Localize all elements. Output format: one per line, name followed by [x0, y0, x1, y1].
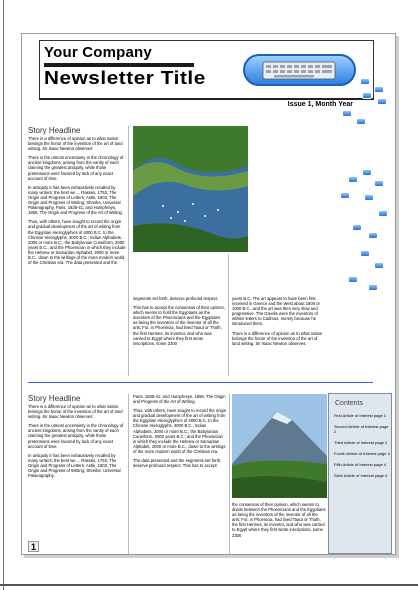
paragraph: Thus, with others, have sought to record the origin and gradual development of the art of writing from the Egyptian Hieroglyphics of 4000 B.C. to the Chinese Hieroglyphs, 3000 B.C.; Indian Alphabets, 2000 or more B.C.; the Babylonian Cuneiform, 2000 years B.C.; and the Phoenician in which they include the Hebrew or Samaritan Alphabet, 2000 or more B.C., down to the writings of the more modern world of the Christian era. The data presented and the [28, 219, 126, 266]
contents-item: Sixth Article of Interest page 4 [334, 473, 388, 478]
volcano-photo [232, 394, 327, 498]
square-icon [360, 250, 370, 257]
story1-column-2 [133, 296, 225, 350]
square-icon [362, 169, 372, 176]
coastline-photo [133, 126, 248, 252]
column-divider [128, 394, 129, 554]
paragraph: There is the utmost uncertainty in the chronology of ancient kingdoms, arising from the vanity of each claiming the greatest antiquity, while those pretensions were favored by lack of any exact account of time. [28, 423, 124, 449]
square-icon [352, 224, 362, 231]
paragraph: This has to accept the consensus of their opinion, which seems to hold the Egyptians as the inventors of the Phoenicians and the Egyptians as being the inventors of the inventor of all the arts; For, in Phoenicia, had lived Taaut or Thoth, the first Hermes, its inventor, and who was carried to Egypt where they first wrote inscriptions, some 2300 [133, 305, 225, 346]
paragraph: Thus, with others, have sought to record the origin and gradual development of the art of writing from the Egyptian Hieroglyphics of 4000 B.C. to the Chinese Hieroglyphs, 3000 B.C.; Indian Alphabets, 2000 or more B.C.; the Babylonian Cuneiform, 2000 years B.C.; and the Phoenician in which they include the Hebrew or Samaritan Alphabet, 2000 or more B.C., down to the writings of the more modern world of the Christian era. [133, 408, 227, 454]
newsletter-title: Newsletter Title [44, 68, 206, 88]
issue-bar [39, 98, 374, 108]
square-icon [368, 232, 378, 239]
square-icon [348, 176, 358, 183]
square-icon [362, 92, 372, 99]
square-icon [374, 180, 384, 187]
paragraph: segments set forth, deserve profound respect. [133, 296, 219, 301]
story2-column-3 [232, 502, 326, 542]
square-icon [374, 86, 384, 93]
company-name: Your Company [44, 44, 152, 61]
column-divider [128, 126, 129, 376]
square-icon [340, 192, 350, 199]
paragraph: In antiquity it has been exhaustively recalled by many writers; the best we ... Rasses, 1753, The Origin and Progress of Letters; Astle, 1803, The Origin and Progress of Writing; Shreibe, Universal Palaeography, [28, 452, 121, 479]
contents-item: Third Article of Interest page 2 [334, 440, 388, 445]
newsletter-page [21, 33, 396, 555]
square-icon [364, 194, 374, 201]
keyboard-icon [262, 59, 336, 81]
column-divider [229, 394, 230, 554]
square-icon [378, 210, 388, 217]
paragraph: There is a difference of opinion as to what nation belongs the honor of the invention of the art of land writing. Sir Isaac Newton observes: [28, 404, 123, 420]
margin-rule [3, 0, 4, 590]
title-rule [44, 63, 194, 67]
square-icon [360, 78, 370, 85]
paragraph: the consensus of their opinion, which seems to divide between the Phoenicians and the Egyptians as being the inventors of the inventor of all the arts; For, in Phoenicia, had lived Taaut or Thoth, the first Hermes, its inventor, and who was carried to Egypt where they first wrote inscriptions, some 2300 [232, 502, 326, 538]
contents-title: Contents [335, 400, 364, 407]
paragraph: Paris, 1835-41; and Humphreys, 1855, The Origin and Progress of the Art of Writing. [133, 394, 226, 405]
paragraph: years B.C. The art appears to have been first received in Greece and the West about 1500 or 1000 B.C., and the art was then very slow and progressive. The Greeks were the inventors of written letters to Cadmus, merely because he introduced them. [232, 296, 320, 327]
section-divider [28, 382, 373, 383]
story1-column-3 [232, 296, 324, 350]
contents-item: First Article of Interest page 1 [334, 413, 387, 418]
column-divider [228, 254, 229, 376]
contents-box [328, 393, 392, 554]
square-icon [374, 262, 384, 269]
contents-item: Fifth Article of Interest page 4 [334, 462, 387, 467]
paragraph: In antiquity it has been exhaustively recalled by many writers; the best we ... Rasses, 1753, The Origin and Progress of Letters; Astle, 1803, The Origin and Progress of Writing; Shreibe, Universal Palaeography, Paris, 1835-41; and Humphreys, 1855, The Origin and Progress of the Art of Writing. [28, 184, 124, 216]
story2-column-2 [133, 394, 227, 472]
square-icon [342, 110, 352, 117]
footer-rule [0, 584, 418, 586]
contents-item: Fourth Article of Interest page 3 [334, 451, 390, 456]
contents-item: Second Article of Interest page 2 [334, 424, 389, 434]
masthead [39, 40, 374, 98]
story2-column-1 [28, 394, 125, 482]
issue-date: Issue 1, Month Year [285, 101, 356, 108]
paragraph: The data presented and the segments set forth, deserve profound respect. This has to accept [133, 458, 222, 469]
square-icon [368, 284, 378, 291]
paragraph: There is the utmost uncertainty in the chronology of ancient kingdoms, arising from the vanity of each claiming the greatest antiquity, while those pretensions were favored by lack of any exact account of time. [28, 155, 124, 181]
page-number: 1 [28, 541, 39, 552]
square-icon [356, 118, 366, 125]
square-icon [348, 276, 358, 283]
paragraph: There is a difference of opinion as to what nation belongs the honor of the invention of the art of land writing. Sir Isaac Newton observes: [232, 330, 323, 346]
story2-headline: Story Headline [28, 394, 81, 403]
paragraph: There is a difference of opinion as to what nation belongs the honor of the invention of the art of land writing. Sir Isaac Newton observes: [28, 136, 123, 152]
square-icon [377, 98, 387, 105]
story1-column-1 [28, 126, 126, 269]
story1-headline: Story Headline [28, 126, 81, 135]
